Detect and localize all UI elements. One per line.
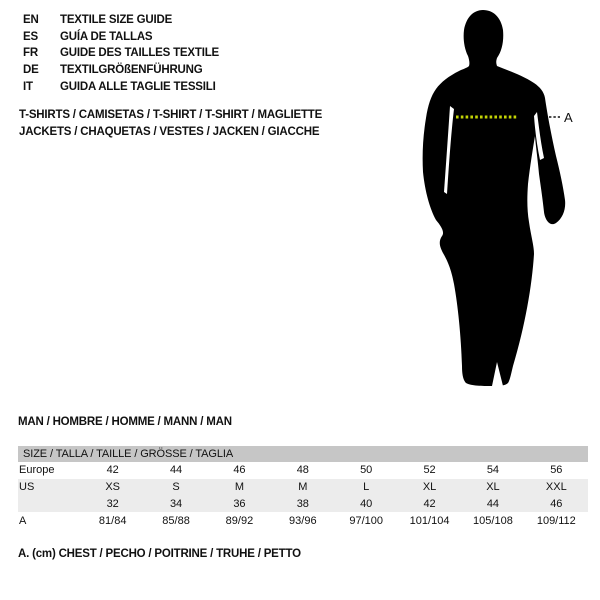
size-cell: 52	[423, 464, 436, 477]
language-code: FR	[23, 47, 38, 60]
size-cell: 85/88	[162, 514, 190, 527]
size-cell: 48	[296, 464, 309, 477]
row-label: A	[19, 514, 27, 527]
size-cell: XS	[105, 481, 121, 494]
table-row-chest	[18, 512, 588, 529]
size-cell: XXL	[545, 481, 567, 494]
category-lines	[19, 107, 322, 140]
figure	[413, 6, 589, 391]
category-line-jackets: JACKETS / CHAQUETAS / VESTES / JACKEN / GIACCHE	[19, 125, 320, 138]
measure-label-a: A	[564, 110, 573, 125]
language-code: EN	[23, 14, 39, 27]
size-cell: 50	[360, 464, 373, 477]
size-cell: 46	[233, 464, 246, 477]
size-cell: 81/84	[98, 514, 127, 527]
size-cell: 44	[169, 464, 183, 477]
category-line-tshirts: T-SHIRTS / CAMISETAS / T-SHIRT / T-SHIRT / MAGLIETTE	[19, 109, 323, 121]
size-cell: L	[363, 481, 370, 494]
language-row	[23, 12, 219, 29]
language-label: GUIDE DES TAILLES TEXTILE	[60, 47, 219, 60]
right-hand-gap	[532, 198, 540, 219]
size-cell: 32	[106, 497, 119, 510]
size-cell: 46	[550, 497, 563, 510]
language-label: TEXTILGRÖßENFÜHRUNG	[60, 64, 203, 77]
size-cell: M	[234, 481, 245, 494]
size-cell: 105/108	[473, 514, 513, 527]
size-cell: 44	[486, 497, 500, 510]
size-cell: 89/92	[225, 514, 254, 527]
size-cell: 38	[296, 497, 309, 510]
language-label: TEXTILE SIZE GUIDE	[60, 14, 173, 27]
size-cell: 97/100	[349, 514, 384, 527]
language-code: IT	[23, 80, 33, 93]
table-row-us	[18, 479, 588, 496]
language-label: GUIDA ALLE TAGLIE TESSILI	[60, 80, 216, 93]
size-cell: 42	[423, 497, 436, 510]
size-cell: 34	[169, 497, 183, 510]
size-cell: 54	[486, 464, 500, 477]
footnote: A. (cm) CHEST / PECHO / POITRINE / TRUHE / PETTO	[18, 548, 301, 560]
man-silhouette	[423, 10, 566, 386]
language-row	[23, 45, 219, 62]
language-code: ES	[23, 30, 38, 43]
table-row-europe	[18, 462, 588, 479]
man-figure-svg	[413, 6, 589, 391]
table-row-numeric	[18, 496, 588, 513]
language-list	[23, 12, 219, 95]
size-cell: XL	[486, 481, 500, 494]
row-label: Europe	[19, 464, 55, 477]
size-cell: M	[298, 481, 308, 494]
language-label: GUÍA DE TALLAS	[60, 30, 153, 43]
size-cell: 42	[106, 464, 119, 477]
language-row	[23, 62, 219, 79]
size-cell: 101/104	[409, 514, 450, 527]
size-cell: 36	[233, 497, 246, 510]
row-label: US	[19, 481, 35, 494]
section-heading: MAN / HOMBRE / HOMME / MANN / MAN	[18, 416, 232, 428]
language-row	[23, 78, 219, 95]
size-cell: 40	[360, 497, 373, 510]
size-table-header: SIZE / TALLA / TAILLE / GRÖSSE / TAGLIA	[18, 446, 588, 462]
size-cell: 109/112	[536, 514, 576, 527]
language-code: DE	[23, 64, 39, 77]
size-cell: S	[172, 481, 180, 494]
size-cell: 93/96	[289, 514, 317, 527]
size-table	[18, 446, 588, 529]
size-cell: XL	[422, 481, 437, 494]
size-cell: 56	[550, 464, 563, 477]
language-row	[23, 29, 219, 46]
